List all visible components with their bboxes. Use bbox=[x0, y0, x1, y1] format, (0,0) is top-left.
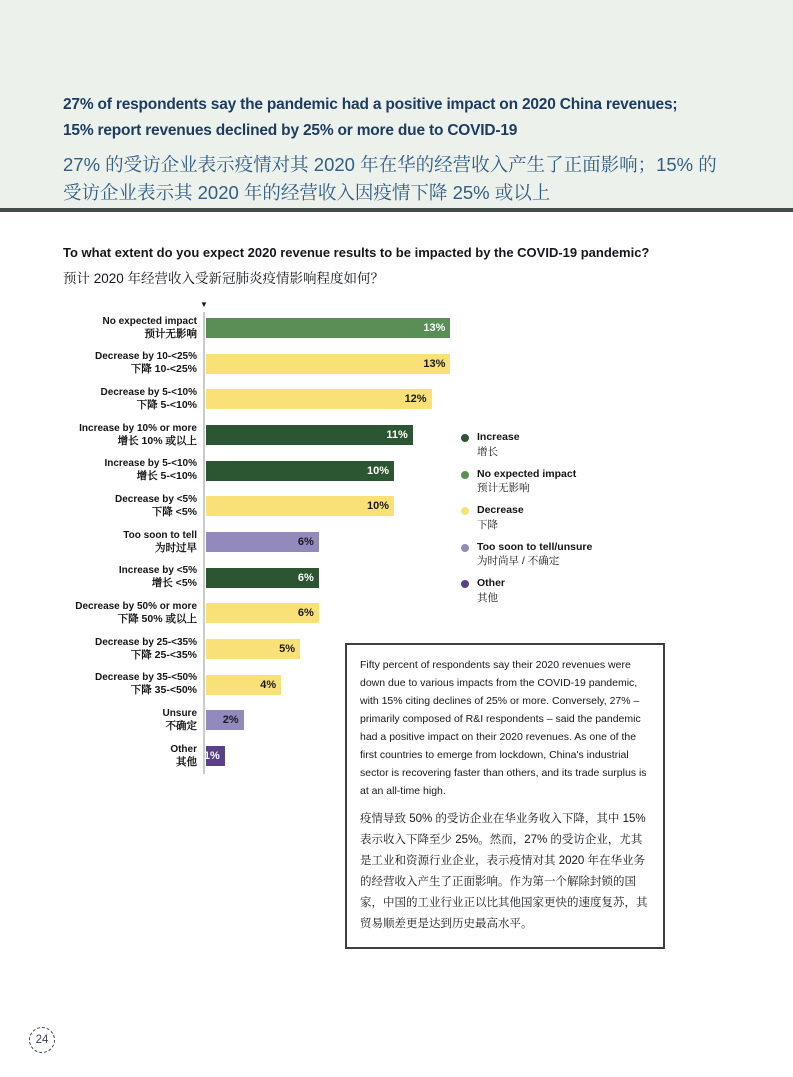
chart-question-en: To what extent do you expect 2020 revenue results to be impacted by the COVID-19 pandemic? bbox=[63, 245, 650, 260]
category-label bbox=[63, 422, 204, 449]
bar-value-label: 6% bbox=[297, 607, 314, 620]
chart-row bbox=[63, 596, 465, 632]
category-label bbox=[63, 636, 204, 663]
sort-indicator-icon: ▼ bbox=[200, 300, 208, 309]
bar-increase bbox=[206, 461, 394, 481]
category-label bbox=[63, 350, 204, 377]
callout-text-en: Fifty percent of respondents say their 2020 revenues were down due to various impacts from the COVID-19 pandemic, with 15% citing declines of 25% or more. Conversely, 27% – primarily composed of R&I respondents – said the pandemic had a positive impact on their 2020 revenues. As one of the first countries to emerge from lockdown, China's industrial sector is recovering faster than others, and its trade surplus is at an all-time high. bbox=[360, 659, 647, 797]
category-label-zh: 不确定 bbox=[165, 720, 197, 733]
bar-area bbox=[206, 425, 465, 445]
legend-label-zh: 为时尚早 / 不确定 bbox=[477, 555, 560, 567]
category-label-en: Decrease by 10-<25% bbox=[94, 351, 197, 363]
bar-decrease bbox=[206, 675, 281, 695]
bar-value-label: 11% bbox=[386, 428, 408, 441]
category-label-zh: 下降 35-<50% bbox=[130, 684, 197, 697]
bar-area bbox=[206, 318, 465, 338]
category-label-zh: 其他 bbox=[176, 755, 197, 768]
category-label-en: Decrease by 35-<50% bbox=[94, 672, 197, 684]
bar-value-label: 5% bbox=[279, 643, 295, 656]
bar-no_impact bbox=[206, 318, 450, 338]
category-label bbox=[63, 707, 204, 734]
category-label-zh: 为时过早 bbox=[155, 541, 197, 554]
chart-legend bbox=[461, 431, 592, 614]
bar-value-label: 13% bbox=[423, 357, 446, 370]
chart-row bbox=[63, 381, 465, 417]
legend-item bbox=[461, 577, 592, 605]
category-label bbox=[63, 457, 204, 484]
bar-value-label: 2% bbox=[222, 714, 239, 727]
category-label-en: Decrease by 5-<10% bbox=[100, 386, 197, 398]
legend-item bbox=[461, 541, 592, 569]
bar-increase bbox=[206, 568, 319, 588]
category-label bbox=[63, 564, 204, 591]
category-label-zh: 预计无影响 bbox=[144, 327, 197, 340]
bar-value-label: 10% bbox=[366, 500, 389, 513]
category-label bbox=[63, 386, 204, 413]
bar-decrease bbox=[206, 603, 319, 623]
chart-row bbox=[63, 310, 465, 346]
page-title-en: 27% of respondents say the pandemic had a positive impact on 2020 China revenues; 15% report revenues declined by 25% or more due to COVID-19 bbox=[63, 96, 678, 139]
legend-label-en: Other bbox=[477, 577, 506, 589]
legend-dot-icon bbox=[461, 471, 469, 479]
bar-value-label: 12% bbox=[404, 393, 427, 406]
category-label bbox=[63, 743, 204, 770]
category-label-zh: 下降 10-<25% bbox=[130, 363, 197, 376]
category-label-zh: 下降 25-<35% bbox=[130, 648, 197, 661]
category-label bbox=[63, 493, 204, 520]
legend-dot-icon bbox=[461, 434, 469, 442]
category-label bbox=[63, 671, 204, 698]
bar-value-label: 10% bbox=[366, 464, 389, 477]
legend-label-en: Decrease bbox=[477, 504, 524, 516]
bar-decrease bbox=[206, 389, 432, 409]
category-label-zh: 下降 <5% bbox=[151, 506, 197, 519]
bar-value-label: 6% bbox=[297, 535, 314, 548]
chart-row bbox=[63, 524, 465, 560]
legend-dot-icon bbox=[461, 544, 469, 552]
bar-decrease bbox=[206, 496, 394, 516]
chart-row bbox=[63, 346, 465, 382]
bar-decrease bbox=[206, 639, 300, 659]
page-number-badge bbox=[29, 1027, 55, 1053]
category-label bbox=[63, 600, 204, 627]
chart-row bbox=[63, 453, 465, 489]
category-label-en: Decrease by <5% bbox=[114, 494, 197, 506]
bar-value-label: 6% bbox=[297, 571, 314, 584]
chart-row bbox=[63, 488, 465, 524]
legend-label-en: No expected impact bbox=[477, 467, 577, 480]
category-label bbox=[63, 529, 204, 556]
callout-box bbox=[345, 643, 665, 949]
legend-item bbox=[461, 468, 592, 496]
bar-value-label: 13% bbox=[423, 321, 446, 334]
bar-value-label: 4% bbox=[260, 678, 277, 691]
category-label bbox=[63, 315, 204, 342]
legend-label-en: Increase bbox=[477, 431, 520, 443]
legend-dot-icon bbox=[461, 507, 469, 515]
category-label-en: Increase by 10% or more bbox=[79, 422, 197, 434]
page-title-zh: 27% 的受访企业表示疫情对其 2020 年在华的经营收入产生了正面影响；15% 的受访企业表示其 2020 年的经营收入因疫情下降 25% 或以上 bbox=[63, 154, 717, 203]
chart-question bbox=[63, 245, 649, 287]
bar-decrease bbox=[206, 354, 450, 374]
legend-item bbox=[461, 504, 592, 532]
page-number: 24 bbox=[35, 1034, 49, 1046]
category-label-zh: 下降 50% 或以上 bbox=[117, 613, 197, 626]
callout-text-zh: 疫情导致 50% 的受访企业在华业务收入下降，其中 15% 表示收入下降至少 25%。然而，27% 的受访企业，尤其是工业和资源行业企业，表示疫情对其 2020 年在华业务的经营收入产生了正面影响。作为第一个解除封锁的国家，中国的工业行业正以比其他国家更快的速度复苏，其贸易顺差更是达到历史最高水平。 bbox=[360, 813, 648, 930]
bar-value-label: 1% bbox=[203, 750, 220, 763]
legend-item bbox=[461, 431, 592, 459]
legend-label-zh: 其他 bbox=[477, 591, 498, 604]
legend-label-zh: 下降 bbox=[477, 518, 498, 531]
legend-label-zh: 增长 bbox=[477, 445, 498, 458]
bar-area bbox=[206, 389, 465, 409]
bar-other bbox=[203, 746, 225, 766]
bar-increase bbox=[206, 425, 413, 445]
category-label-en: Other bbox=[170, 743, 197, 755]
chart-row bbox=[63, 560, 465, 596]
bar-too_soon bbox=[206, 532, 319, 552]
bar-area bbox=[206, 568, 465, 588]
category-label-en: Decrease by 50% or more bbox=[75, 601, 197, 613]
category-label-zh: 增长 5-<10% bbox=[136, 470, 197, 483]
category-label-en: Unsure bbox=[162, 708, 197, 720]
category-label-en: Decrease by 25-<35% bbox=[94, 636, 197, 648]
category-label-en: Increase by 5-<10% bbox=[104, 458, 197, 470]
category-label-en: No expected impact bbox=[102, 315, 197, 327]
category-label-zh: 增长 <5% bbox=[151, 577, 197, 590]
bar-area bbox=[206, 532, 465, 552]
bar-area bbox=[206, 354, 465, 374]
category-label-en: Too soon to tell bbox=[123, 529, 197, 541]
category-label-zh: 下降 5-<10% bbox=[136, 398, 197, 411]
bar-area bbox=[206, 461, 465, 481]
bar-area bbox=[206, 603, 465, 623]
bar-area bbox=[206, 496, 465, 516]
header-band bbox=[0, 0, 793, 212]
category-label-en: Increase by <5% bbox=[118, 565, 197, 577]
category-label-zh: 增长 10% 或以上 bbox=[117, 434, 197, 447]
chart-question-zh: 预计 2020 年经营收入受新冠肺炎疫情影响程度如何？ bbox=[63, 271, 385, 286]
chart-row bbox=[63, 417, 465, 453]
legend-label-zh: 预计无影响 bbox=[477, 482, 530, 494]
legend-label-en: Too soon to tell/unsure bbox=[477, 540, 593, 553]
legend-dot-icon bbox=[461, 580, 469, 588]
bar-too_soon bbox=[206, 710, 244, 730]
